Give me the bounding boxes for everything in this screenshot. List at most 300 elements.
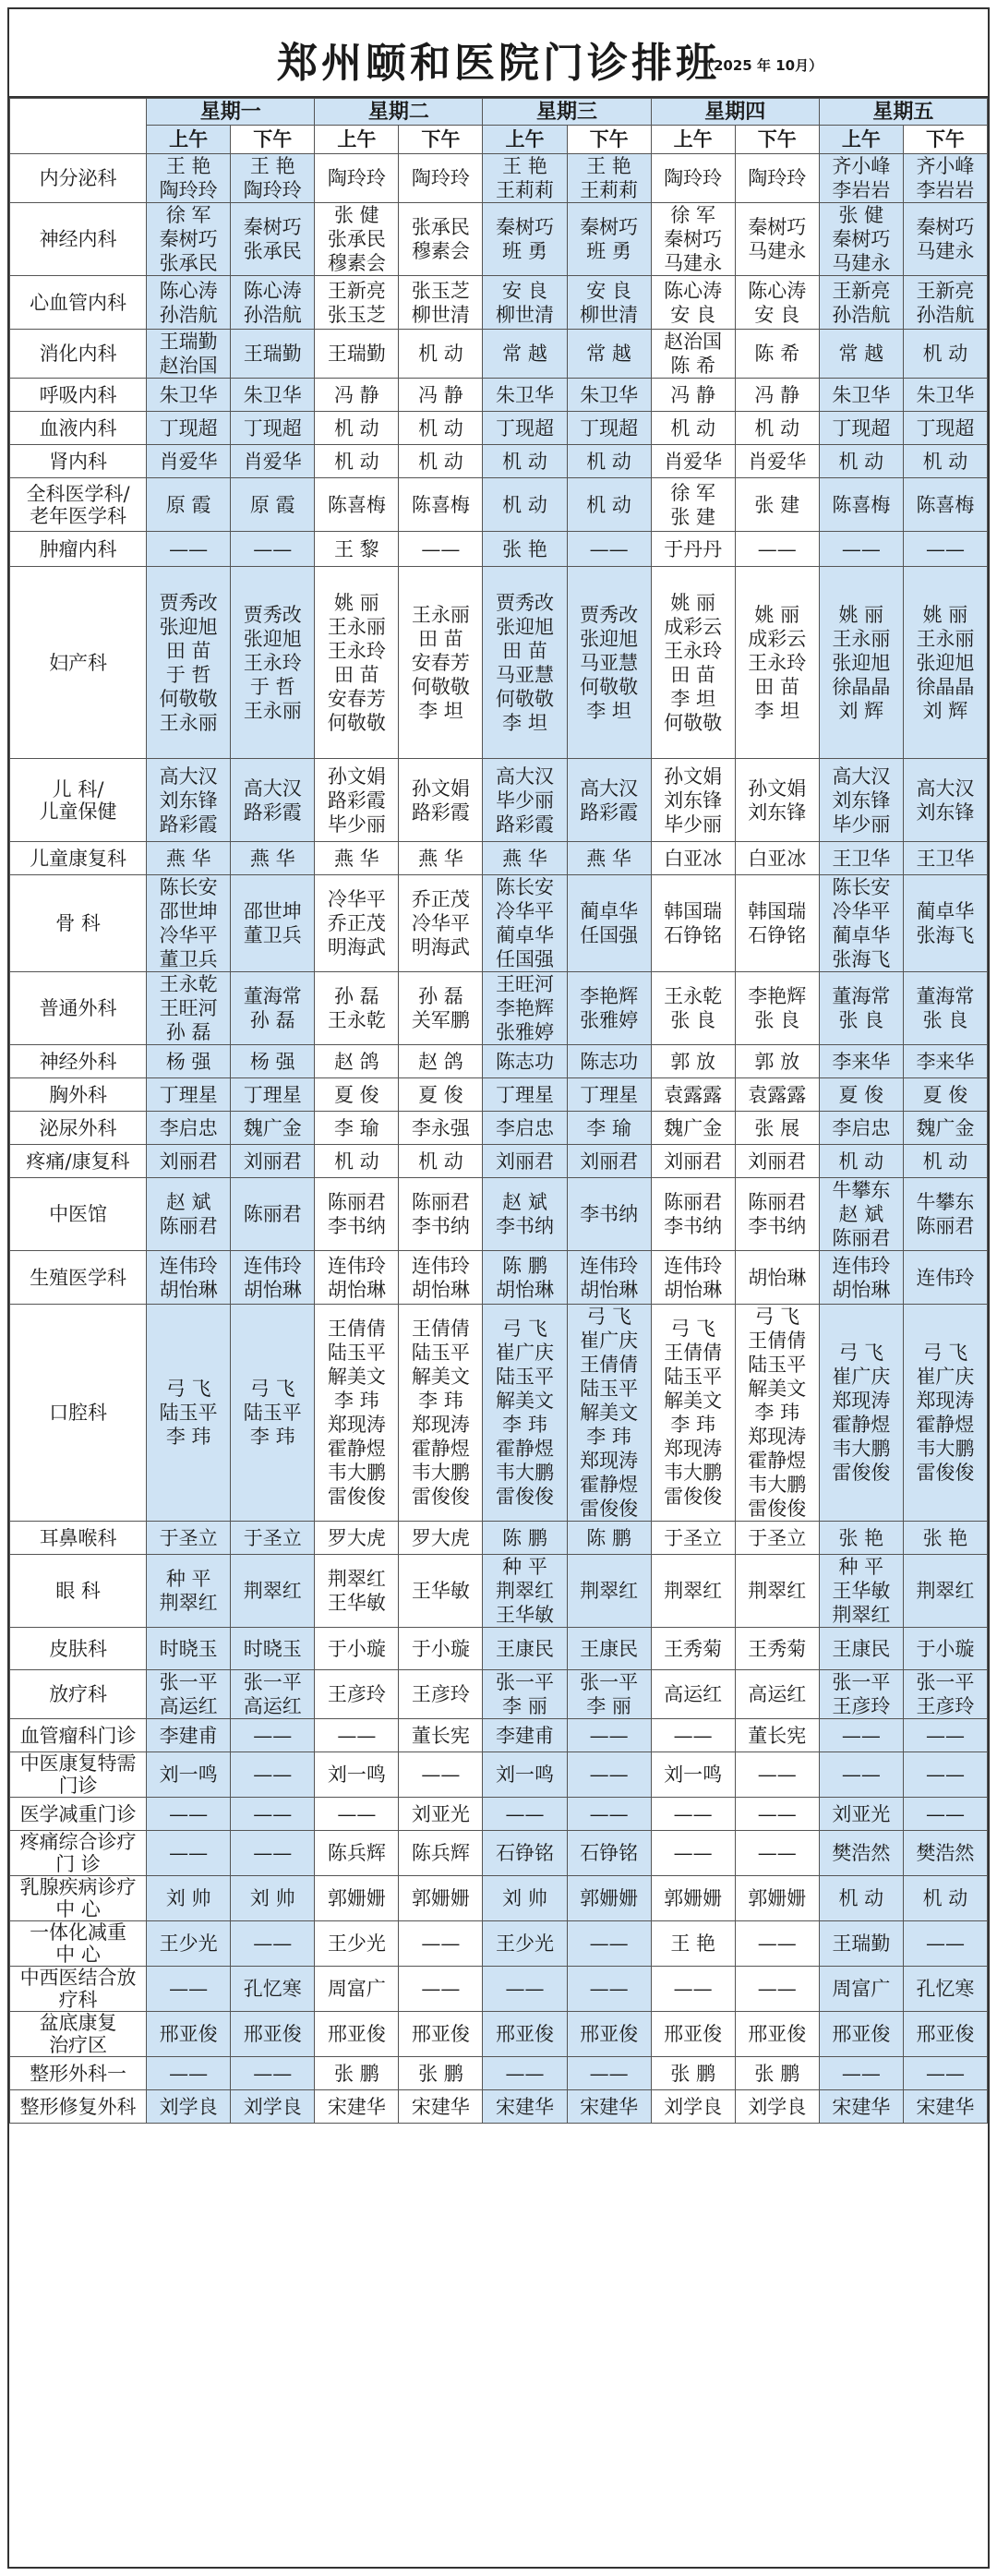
doctor-names: —— — [589, 537, 629, 560]
schedule-cell — [315, 972, 399, 1045]
doctor-names: 郭姗姗 — [327, 1887, 386, 1909]
schedule-cell — [819, 330, 903, 379]
schedule-cell — [903, 1967, 987, 2012]
doctor-names: 于小璇 — [327, 1637, 386, 1660]
doctor-names: 刘一鸣 — [664, 1763, 723, 1786]
doctor-names: 王新亮 孙浩航 — [832, 279, 891, 326]
department-name — [10, 203, 147, 276]
schedule-cell — [399, 842, 483, 875]
schedule-cell — [735, 1719, 819, 1752]
schedule-cell — [651, 276, 735, 330]
schedule-cell — [399, 1876, 483, 1921]
doctor-names: —— — [925, 1932, 965, 1955]
schedule-cell — [735, 1145, 819, 1178]
schedule-cell — [735, 2012, 819, 2057]
doctor-names: —— — [421, 537, 461, 560]
schedule-cell — [651, 1078, 735, 1112]
department-name — [10, 1555, 147, 1628]
schedule-cell — [735, 1831, 819, 1876]
schedule-cell — [819, 1719, 903, 1752]
department-label: 耳鼻喉科 — [39, 1526, 117, 1549]
doctor-names: 弓 飞 王倩倩 陆玉平 解美文 李 玮 郑现涛 韦大鹏 雷俊俊 — [664, 1318, 723, 1508]
schedule-cell — [231, 972, 315, 1045]
department-label: 疼痛/康复科 — [26, 1150, 130, 1173]
schedule-cell — [315, 2057, 399, 2090]
schedule-cell — [903, 379, 987, 412]
schedule-cell — [147, 1078, 231, 1112]
doctor-names: 高运红 — [664, 1683, 723, 1705]
schedule-cell — [567, 1719, 651, 1752]
department-name — [10, 330, 147, 379]
schedule-row — [10, 972, 988, 1045]
schedule-cell — [147, 1967, 231, 2012]
doctor-names: 王瑞勤 — [243, 343, 302, 365]
schedule-cell — [735, 759, 819, 842]
schedule-cell — [567, 1178, 651, 1251]
schedule-cell — [483, 412, 567, 445]
schedule-cell — [483, 759, 567, 842]
schedule-cell — [819, 1522, 903, 1555]
schedule-cell — [567, 1555, 651, 1628]
schedule-cell — [483, 1112, 567, 1145]
doctor-names: 袁露露 — [664, 1083, 723, 1106]
schedule-row — [10, 567, 988, 759]
doctor-names: 郭姗姗 — [580, 1887, 639, 1909]
schedule-row — [10, 1752, 988, 1798]
doctor-names: —— — [169, 537, 209, 560]
schedule-cell — [819, 1251, 903, 1305]
doctor-names: 机 动 — [670, 416, 716, 439]
department-label: 血液内科 — [39, 416, 117, 439]
doctor-names: 原 霞 — [165, 493, 211, 516]
doctor-names: —— — [589, 1724, 629, 1747]
schedule-cell — [567, 2057, 651, 2090]
schedule-row — [10, 445, 988, 478]
doctor-names: 秦树巧 张承民 — [243, 216, 302, 262]
schedule-cell — [231, 1798, 315, 1831]
schedule-cell — [819, 1967, 903, 2012]
schedule-cell — [819, 1670, 903, 1719]
doctor-names: 朱卫华 — [159, 383, 218, 406]
schedule-cell — [903, 330, 987, 379]
schedule-cell — [231, 1719, 315, 1752]
schedule-row — [10, 276, 988, 330]
doctor-names: 贾秀改 张迎旭 马亚慧 何敬敬 李 坦 — [580, 603, 639, 722]
department-label: 疼痛综合诊疗 门 诊 — [19, 1831, 137, 1875]
schedule-cell — [903, 1921, 987, 1967]
schedule-cell — [483, 1251, 567, 1305]
doctor-names: 陈兵辉 — [411, 1842, 470, 1864]
schedule-cell — [483, 1522, 567, 1555]
schedule-cell — [483, 972, 567, 1045]
schedule-cell — [147, 203, 231, 276]
doctor-names: 齐小峰 李岩岩 — [916, 155, 975, 201]
doctor-names: 连伟玲 胡怡琳 — [327, 1254, 386, 1301]
doctor-names: 机 动 — [333, 1150, 379, 1173]
schedule-cell — [399, 567, 483, 759]
doctor-names: 丁现超 — [916, 416, 975, 439]
doctor-names: 贾秀改 张迎旭 田 苗 于 哲 何敬敬 王永丽 — [159, 591, 218, 734]
department-label: 心血管内科 — [30, 291, 127, 314]
schedule-cell — [819, 1555, 903, 1628]
doctor-names: 张 艳 — [838, 1526, 884, 1549]
doctor-names: 宋建华 — [832, 2095, 891, 2118]
schedule-cell — [147, 330, 231, 379]
doctor-names: 牛攀东 陈丽君 — [916, 1191, 975, 1237]
schedule-cell — [147, 154, 231, 203]
schedule-cell — [147, 412, 231, 445]
schedule-table — [9, 98, 988, 2124]
department-label: 泌尿外科 — [39, 1116, 117, 1139]
doctor-names: 机 动 — [418, 1150, 463, 1173]
department-name — [10, 532, 147, 567]
day-header: 星期一 — [147, 99, 315, 126]
doctor-names: 荆翠红 — [916, 1580, 975, 1602]
schedule-cell — [903, 875, 987, 972]
doctor-names: 机 动 — [838, 450, 884, 473]
schedule-cell — [399, 1112, 483, 1145]
doctor-names: 高大汉 刘东锋 毕少丽 — [832, 764, 891, 836]
doctor-names: 刘 帅 — [502, 1887, 547, 1909]
doctor-names: 李艳辉 张雅婷 — [580, 985, 639, 1031]
schedule-row — [10, 1628, 988, 1670]
schedule-cell — [903, 478, 987, 532]
department-label: 中医康复特需 门诊 — [19, 1752, 137, 1797]
schedule-cell — [399, 1628, 483, 1670]
doctor-names: 于丹丹 — [664, 537, 723, 560]
schedule-cell — [819, 759, 903, 842]
doctor-names: 王 艳 王莉莉 — [496, 155, 554, 201]
schedule-cell — [735, 842, 819, 875]
doctor-names: 王瑞勤 赵治国 — [159, 331, 218, 377]
doctor-names: 丁理星 — [243, 1083, 302, 1106]
schedule-cell — [147, 532, 231, 567]
doctor-names: 王少光 — [327, 1932, 386, 1955]
schedule-cell — [483, 330, 567, 379]
schedule-cell — [735, 1670, 819, 1719]
schedule-cell — [567, 532, 651, 567]
doctor-names: 刘丽君 — [748, 1150, 807, 1173]
schedule-cell — [567, 412, 651, 445]
department-name — [10, 1719, 147, 1752]
schedule-cell — [399, 1045, 483, 1078]
doctor-names: 刘丽君 — [580, 1150, 639, 1173]
schedule-cell — [735, 972, 819, 1045]
schedule-cell — [315, 154, 399, 203]
doctor-names: —— — [421, 1932, 461, 1955]
doctor-names: —— — [253, 2062, 293, 2085]
doctor-names: 丁现超 — [496, 416, 554, 439]
schedule-cell — [399, 330, 483, 379]
doctor-names: 朱卫华 — [916, 383, 975, 406]
department-label: 眼 科 — [55, 1580, 101, 1602]
page-title: 郑州颐和医院门诊排班 — [277, 40, 720, 87]
schedule-cell — [315, 1078, 399, 1112]
schedule-cell — [399, 1719, 483, 1752]
doctor-names: 罗大虎 — [411, 1526, 470, 1549]
half-header: 下午 — [567, 126, 651, 154]
doctor-names: 丁理星 — [580, 1083, 639, 1106]
doctor-names: 邢亚俊 — [748, 2023, 807, 2045]
schedule-row — [10, 1045, 988, 1078]
schedule-cell — [651, 1522, 735, 1555]
doctor-names: 连伟玲 胡怡琳 — [664, 1254, 723, 1301]
schedule-cell — [315, 1628, 399, 1670]
doctor-names: 张 健 秦树巧 马建永 — [832, 204, 891, 274]
schedule-cell — [231, 1628, 315, 1670]
schedule-cell — [399, 1305, 483, 1522]
schedule-cell — [399, 1522, 483, 1555]
doctor-names: 连伟玲 胡怡琳 — [159, 1254, 218, 1301]
schedule-cell — [147, 2057, 231, 2090]
schedule-cell — [147, 972, 231, 1045]
schedule-cell — [735, 203, 819, 276]
schedule-cell — [819, 2057, 903, 2090]
schedule-cell — [819, 276, 903, 330]
schedule-cell — [147, 1670, 231, 1719]
doctor-names: —— — [589, 1802, 629, 1825]
doctor-names: 王卫华 — [916, 847, 975, 870]
doctor-names: 弓 飞 王倩倩 陆玉平 解美文 李 玮 郑现涛 霍静煜 韦大鹏 雷俊俊 — [748, 1306, 807, 1520]
doctor-names: 机 动 — [418, 343, 463, 365]
schedule-cell — [483, 1305, 567, 1522]
doctor-names: 赵 鸽 — [333, 1050, 379, 1073]
doctor-names: 连伟玲 胡怡琳 — [411, 1254, 470, 1301]
schedule-cell — [567, 1251, 651, 1305]
department-name — [10, 1628, 147, 1670]
schedule-cell — [903, 2057, 987, 2090]
doctor-names: 李 瑜 — [333, 1116, 379, 1139]
doctor-names: 秦树巧 班 勇 — [580, 216, 639, 262]
half-header: 下午 — [399, 126, 483, 154]
schedule-cell — [483, 1967, 567, 2012]
doctor-names: 刘一鸣 — [159, 1763, 218, 1786]
schedule-row — [10, 1145, 988, 1178]
doctor-names: 肖爱华 — [159, 450, 218, 473]
schedule-cell — [903, 1752, 987, 1798]
doctor-names: —— — [757, 537, 797, 560]
doctor-names: —— — [253, 537, 293, 560]
department-name — [10, 1078, 147, 1112]
doctor-names: —— — [757, 1978, 797, 2000]
doctor-names: 陈兵辉 — [327, 1842, 386, 1864]
department-label: 肾内科 — [49, 450, 108, 473]
department-label: 盆底康复 治疗区 — [39, 2012, 117, 2056]
doctor-names: 李来华 — [916, 1050, 975, 1073]
doctor-names: 朱卫华 — [580, 383, 639, 406]
schedule-cell — [819, 203, 903, 276]
schedule-cell — [483, 1876, 567, 1921]
doctor-names: 石铮铭 — [496, 1842, 554, 1864]
doctor-names: 燕 华 — [333, 847, 379, 870]
schedule-cell — [735, 1112, 819, 1145]
schedule-cell — [651, 1670, 735, 1719]
doctor-names: 秦树巧 马建永 — [916, 216, 975, 262]
schedule-cell — [735, 154, 819, 203]
doctor-names: 陶玲玲 — [411, 167, 470, 189]
schedule-cell — [231, 842, 315, 875]
schedule-cell — [147, 1112, 231, 1145]
schedule-cell — [819, 1628, 903, 1670]
doctor-names: 机 动 — [922, 343, 968, 365]
schedule-cell — [147, 1798, 231, 1831]
schedule-cell — [231, 2012, 315, 2057]
department-name — [10, 1522, 147, 1555]
doctor-names: 机 动 — [333, 416, 379, 439]
doctor-names: —— — [589, 2062, 629, 2085]
doctor-names: 于圣立 — [664, 1526, 723, 1549]
schedule-cell — [735, 1305, 819, 1522]
doctor-names: 董长宪 — [748, 1724, 807, 1747]
doctor-names: —— — [841, 2062, 881, 2085]
doctor-names: 连伟玲 胡怡琳 — [580, 1254, 639, 1301]
doctor-names: 安 良 柳世清 — [580, 279, 639, 326]
half-header: 下午 — [231, 126, 315, 154]
schedule-cell — [315, 1251, 399, 1305]
doctor-names: 张一平 高运红 — [159, 1671, 218, 1717]
schedule-cell — [735, 1178, 819, 1251]
doctor-names: 孙文娟 路彩霞 — [411, 776, 470, 824]
schedule-cell — [147, 1145, 231, 1178]
doctor-names: 李永强 — [411, 1116, 470, 1139]
schedule-cell — [399, 445, 483, 478]
department-name — [10, 1305, 147, 1522]
doctor-names: 高大汉 毕少丽 路彩霞 — [496, 764, 554, 836]
doctor-names: 张 建 — [754, 493, 800, 516]
department-label: 皮肤科 — [49, 1637, 108, 1660]
schedule-cell — [231, 567, 315, 759]
doctor-names: 郭姗姗 — [664, 1887, 723, 1909]
schedule-row — [10, 875, 988, 972]
schedule-cell — [231, 1967, 315, 2012]
doctor-names: —— — [841, 1724, 881, 1747]
schedule-cell — [567, 567, 651, 759]
schedule-cell — [651, 412, 735, 445]
doctor-names: 王卫华 — [832, 847, 891, 870]
schedule-cell — [651, 567, 735, 759]
doctor-names: 机 动 — [502, 450, 547, 473]
schedule-cell — [399, 1798, 483, 1831]
schedule-cell — [231, 1045, 315, 1078]
schedule-cell — [399, 972, 483, 1045]
schedule-row — [10, 1555, 988, 1628]
department-label: 血管瘤科门诊 — [19, 1724, 137, 1747]
doctor-names: 孙文娟 刘东锋 毕少丽 — [664, 764, 723, 836]
schedule-row — [10, 379, 988, 412]
schedule-row — [10, 1305, 988, 1522]
doctor-names: 连伟玲 胡怡琳 — [243, 1254, 302, 1301]
doctor-names: —— — [925, 1724, 965, 1747]
schedule-cell — [399, 1670, 483, 1719]
schedule-cell — [315, 1112, 399, 1145]
schedule-cell — [231, 875, 315, 972]
schedule-cell — [903, 842, 987, 875]
schedule-cell — [147, 1305, 231, 1522]
title-row — [9, 9, 988, 98]
schedule-cell — [399, 412, 483, 445]
department-label: 放疗科 — [49, 1683, 108, 1705]
schedule-cell — [231, 1145, 315, 1178]
doctor-names: 张 鹏 — [670, 2062, 716, 2085]
doctor-names: 邢亚俊 — [832, 2023, 891, 2045]
doctor-names: 时晓玉 — [243, 1637, 302, 1660]
doctor-names: —— — [253, 1842, 293, 1864]
doctor-names: 刘丽君 — [496, 1150, 554, 1173]
doctor-names: —— — [673, 1978, 713, 2000]
schedule-cell — [483, 2012, 567, 2057]
doctor-names: 张 艳 — [922, 1526, 968, 1549]
department-label: 普通外科 — [39, 997, 117, 1019]
doctor-names: 陈志功 — [496, 1050, 554, 1073]
doctor-names: 韩国瑞 石铮铭 — [748, 900, 807, 946]
schedule-cell — [483, 154, 567, 203]
schedule-cell — [735, 1251, 819, 1305]
doctor-names: 于圣立 — [243, 1526, 302, 1549]
schedule-row — [10, 1967, 988, 2012]
doctor-names: 张一平 高运红 — [243, 1671, 302, 1717]
department-name — [10, 1251, 147, 1305]
schedule-cell — [567, 1305, 651, 1522]
schedule-row — [10, 1719, 988, 1752]
schedule-cell — [399, 1145, 483, 1178]
doctor-names: 丁理星 — [159, 1083, 218, 1106]
doctor-names: 机 动 — [838, 1150, 884, 1173]
schedule-cell — [315, 1876, 399, 1921]
schedule-cell — [651, 379, 735, 412]
doctor-names: 弓 飞 崔广庆 王倩倩 陆玉平 解美文 李 玮 郑现涛 霍静煜 雷俊俊 — [580, 1306, 639, 1520]
doctor-names: 郭 放 — [754, 1050, 800, 1073]
department-name — [10, 1876, 147, 1921]
schedule-cell — [231, 154, 315, 203]
doctor-names: 常 越 — [502, 343, 547, 365]
doctor-names: —— — [253, 1763, 293, 1786]
department-label: 中医馆 — [49, 1203, 108, 1225]
doctor-names: 机 动 — [922, 1887, 968, 1909]
schedule-cell — [819, 1178, 903, 1251]
doctor-names: —— — [925, 2062, 965, 2085]
schedule-cell — [147, 1921, 231, 1967]
doctor-names: —— — [169, 2062, 209, 2085]
schedule-cell — [651, 1555, 735, 1628]
doctor-names: 王少光 — [159, 1932, 218, 1955]
schedule-cell — [231, 330, 315, 379]
schedule-cell — [819, 842, 903, 875]
schedule-row — [10, 2057, 988, 2090]
schedule-cell — [651, 1045, 735, 1078]
department-label: 全科医学科/ 老年医学科 — [26, 482, 130, 527]
doctor-names: 张一平 李 丽 — [496, 1671, 554, 1717]
schedule-cell — [735, 445, 819, 478]
schedule-cell — [315, 1831, 399, 1876]
doctor-names: 邢亚俊 — [664, 2023, 723, 2045]
doctor-names: 樊浩然 — [832, 1842, 891, 1864]
schedule-cell — [231, 1555, 315, 1628]
schedule-cell — [819, 445, 903, 478]
schedule-cell — [567, 276, 651, 330]
department-name — [10, 1831, 147, 1876]
doctor-names: 李建甫 — [496, 1724, 554, 1747]
doctor-names: 陈长安 冷华平 蔺卓华 张海飞 — [832, 876, 891, 970]
doctor-names: —— — [757, 1802, 797, 1825]
doctor-names: 宋建华 — [580, 2095, 639, 2118]
doctor-names: 常 越 — [838, 343, 884, 365]
doctor-names: 冷华平 乔正茂 明海武 — [327, 888, 386, 958]
schedule-cell — [903, 276, 987, 330]
doctor-names: 荆翠红 — [243, 1580, 302, 1602]
doctor-names: 王康民 — [496, 1637, 554, 1660]
doctor-names: —— — [757, 1932, 797, 1955]
schedule-cell — [399, 379, 483, 412]
